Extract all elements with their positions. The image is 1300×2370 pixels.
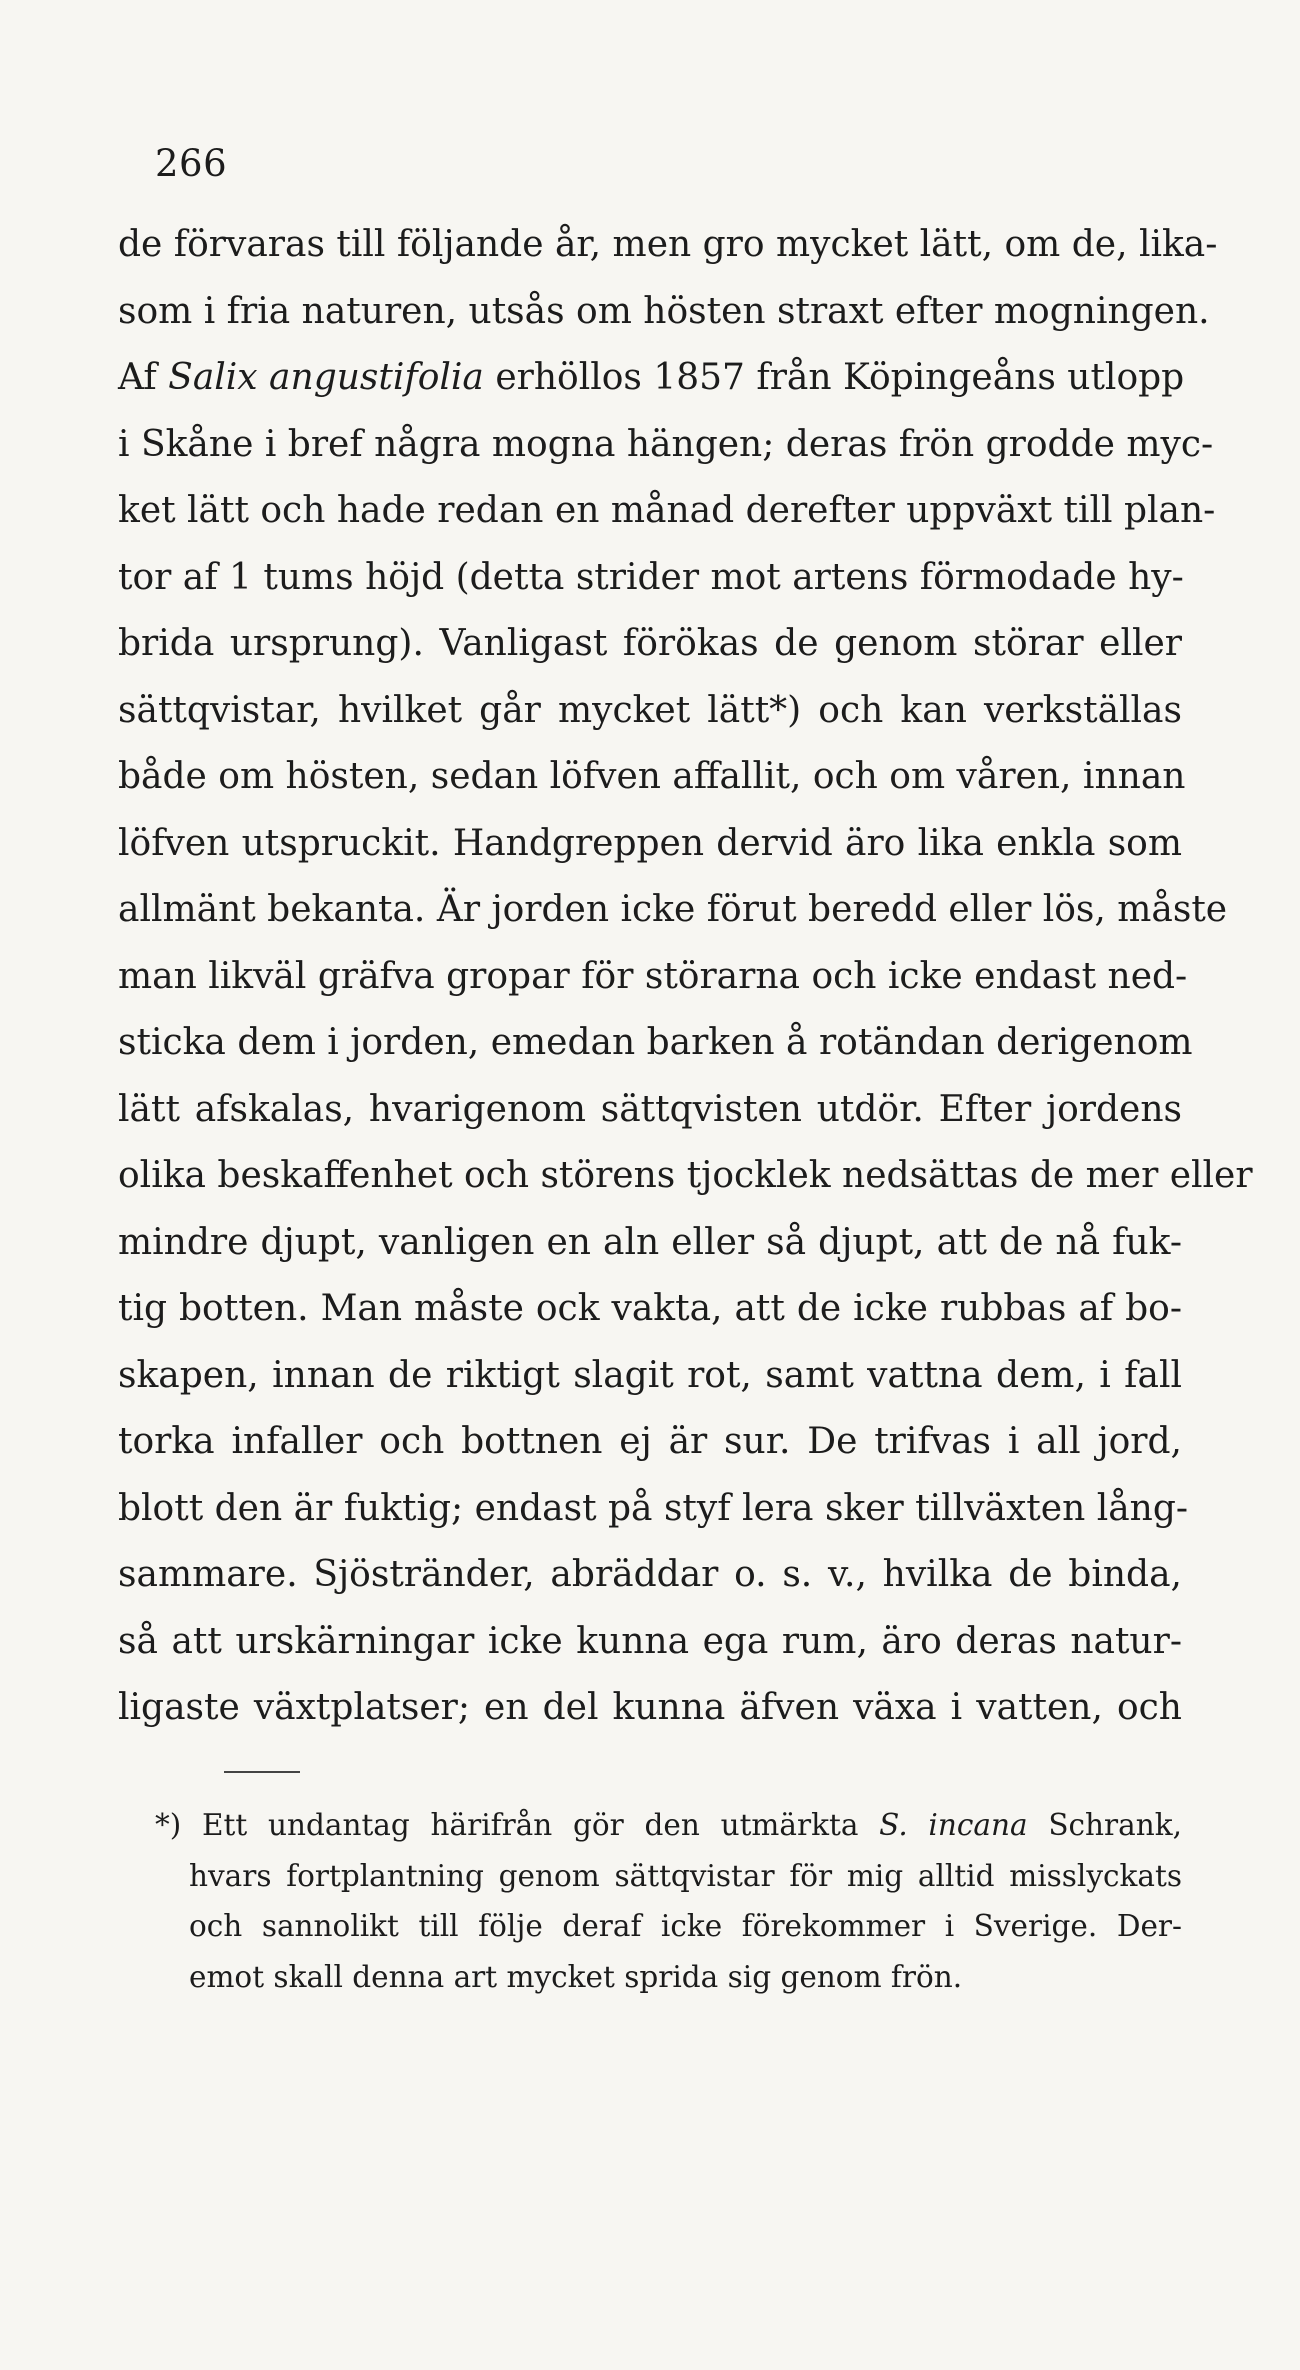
- body-line: lätt afskalas, hvarigenom sättqvisten utdör. Efter jordens: [118, 1088, 1182, 1130]
- body-line: de förvaras till följande år, men gro mycket lätt, om de, lika-: [118, 224, 1218, 265]
- body-line: sticka dem i jorden, emedan barken å rotändan derigenom: [118, 1022, 1193, 1063]
- page-number: 266: [155, 142, 228, 185]
- body-line: olika beskaffenhet och störens tjocklek nedsättas de mer eller: [118, 1155, 1253, 1196]
- footnote-segment: *) Ett undantag härifrån gör den utmärkta: [155, 1808, 859, 1842]
- body-line: allmänt bekanta. Är jorden icke förut beredd eller lös, måste: [118, 889, 1228, 930]
- species-name: Salix angustifolia: [168, 357, 484, 398]
- body-line: skapen, innan de riktigt slagit rot, samt vattna dem, i fall: [118, 1354, 1182, 1396]
- body-line: så att urskärningar icke kunna ega rum, äro deras natur-: [118, 1620, 1182, 1662]
- body-line: tor af 1 tums höjd (detta strider mot artens förmodade hy-: [118, 556, 1184, 598]
- body-line: ligaste växtplatser; en del kunna äfven växa i vatten, och: [118, 1687, 1182, 1728]
- body-segment: erhöllos 1857 från Köpingeåns utlopp: [495, 357, 1185, 398]
- body-line: som i fria naturen, utsås om hösten straxt efter mogningen.: [118, 290, 1210, 332]
- body-line: [118, 345, 1185, 412]
- body-line: sättqvistar, hvilket går mycket lätt*) och kan verkställas: [118, 689, 1182, 731]
- body-line: tig botten. Man måste ock vakta, att de icke rubbas af bo-: [118, 1288, 1182, 1329]
- body-line: blott den är fuktig; endast på styf lera sker tillväxten lång-: [118, 1487, 1189, 1529]
- footnote-rule: [224, 1771, 300, 1773]
- body-line: brida ursprung). Vanligast förökas de genom störar eller: [118, 623, 1182, 664]
- species-name: S. incana: [879, 1808, 1028, 1842]
- footnote-line: emot skall denna art mycket sprida sig genom frön.: [189, 1959, 963, 1994]
- body-line: i Skåne i bref några mogna hängen; deras frön grodde myc-: [118, 423, 1214, 465]
- footnote-segment: Schrank,: [1048, 1808, 1182, 1842]
- body-line: ket lätt och hade redan en månad derefter uppväxt till plan-: [118, 490, 1216, 531]
- footnote-line: [155, 1800, 1182, 1851]
- footnote-line: hvars fortplantning genom sättqvistar för mig alltid misslyckats: [189, 1858, 1182, 1893]
- body-line: sammare. Sjöstränder, abräddar o. s. v., hvilka de binda,: [118, 1554, 1182, 1595]
- footnote: [155, 1800, 1182, 2002]
- body-text: [118, 212, 1253, 1742]
- body-line: mindre djupt, vanligen en aln eller så djupt, att de nå fuk-: [118, 1221, 1182, 1263]
- body-segment: Af: [118, 357, 157, 398]
- body-line: både om hösten, sedan löfven affallit, och om våren, innan: [118, 756, 1186, 797]
- body-line: man likväl gräfva gropar för störarna och icke endast ned-: [118, 955, 1188, 997]
- body-line: löfven utspruckit. Handgreppen dervid äro lika enkla som: [118, 822, 1182, 864]
- footnote-line: och sannolikt till följe deraf icke förekommer i Sverige. Der-: [189, 1909, 1182, 1943]
- body-line: torka infaller och bottnen ej är sur. De trifvas i all jord,: [118, 1421, 1182, 1462]
